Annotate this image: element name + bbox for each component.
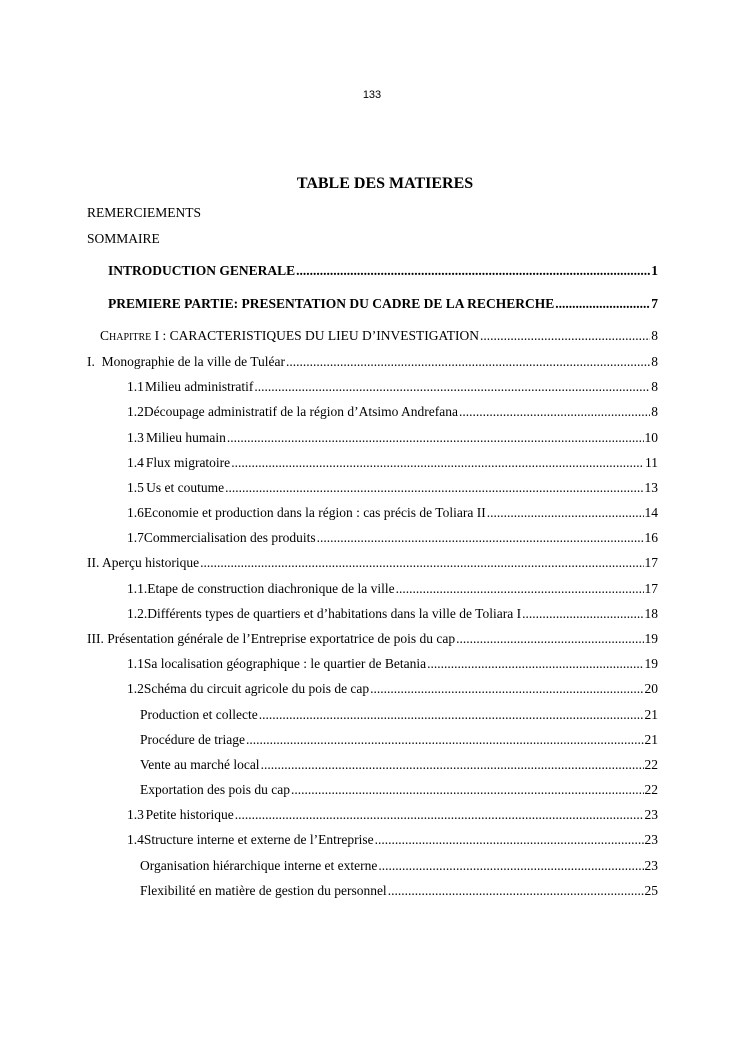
toc-entry-number: 1.6: [127, 505, 144, 520]
toc-entry-text: Flux migratoire: [145, 455, 231, 470]
toc-entry[interactable]: [127, 529, 658, 547]
toc-entry-number: 1.1: [127, 379, 144, 394]
toc-entry-text: III. Présentation générale de l’Entreprise exportatrice de pois du cap: [87, 631, 456, 646]
leader-dots: [235, 806, 644, 824]
toc-entry[interactable]: [127, 680, 658, 698]
toc-entry-number: 1.1.: [127, 581, 148, 596]
toc-entry-text: Flexibilité en matière de gestion du personnel: [140, 883, 387, 898]
toc-entry[interactable]: [140, 857, 658, 875]
toc-entry-number: 1.2: [127, 681, 144, 696]
toc-entry-text: Procédure de triage: [140, 732, 245, 747]
toc-entry[interactable]: [127, 403, 658, 421]
toc-entry-text: Structure interne et externe de l’Entreprise: [143, 832, 374, 847]
toc-entry-page: 13: [644, 480, 658, 495]
toc-entry-number: 1.5: [127, 480, 144, 495]
toc-entry-page: 8: [651, 328, 658, 343]
toc-entry-page: 17: [644, 555, 658, 570]
toc-entry[interactable]: [140, 731, 658, 749]
toc-entry-text: Etape de construction diachronique de la ville: [147, 581, 395, 596]
toc-entry-chapitre-1[interactable]: [100, 327, 658, 347]
toc-entry-text: INTRODUCTION GENERALE: [108, 263, 296, 278]
toc-entry-section-2[interactable]: [87, 554, 658, 572]
toc-entry-page: 16: [644, 530, 658, 545]
leader-dots: [388, 882, 644, 900]
toc-entry-page: 10: [644, 430, 658, 445]
toc-entry-page: 21: [644, 707, 658, 722]
toc-entry-page: 11: [645, 455, 658, 470]
toc-entry[interactable]: [127, 580, 658, 598]
toc-entry-text: CHAPITRE I : CARACTERISTIQUES DU LIEU D’INVESTIGATION: [100, 328, 479, 343]
leader-dots: [378, 857, 643, 875]
toc-entry-page: 25: [644, 883, 658, 898]
toc-entry-text: Milieu humain: [145, 430, 226, 445]
toc-entry-page: 20: [644, 681, 658, 696]
toc-entry-page: 17: [644, 581, 658, 596]
toc-entry[interactable]: [127, 605, 658, 623]
front-matter-remerciements: REMERCIEMENTS: [87, 205, 202, 220]
toc-entry[interactable]: [127, 479, 658, 497]
toc-entry-number: 1.3: [127, 430, 144, 445]
leader-dots: [456, 630, 643, 648]
toc-entry-page: 19: [644, 631, 658, 646]
toc-entry-text: Différents types de quartiers et d’habitations dans la ville de Toliara I: [147, 606, 522, 621]
toc-entry-text: Production et collecte: [140, 707, 258, 722]
leader-dots: [246, 731, 644, 749]
toc-entry-page: 8: [651, 379, 658, 394]
toc-entry-page: 23: [644, 858, 658, 873]
leader-dots: [259, 706, 644, 724]
toc-entry-text: Exportation des pois du cap: [140, 782, 290, 797]
toc-entry-number: 1.2.: [127, 606, 148, 621]
toc-entry-page: 22: [644, 782, 658, 797]
toc-entry[interactable]: [127, 378, 658, 396]
toc-entry-page: 8: [651, 354, 658, 369]
leader-dots: [487, 504, 644, 522]
toc-entry-text: Découpage administratif de la région d’Atsimo Andrefana: [143, 404, 459, 419]
leader-dots: [396, 580, 644, 598]
leader-dots: [427, 655, 643, 673]
leader-dots: [459, 403, 650, 421]
toc-entry-page: 23: [644, 832, 658, 847]
toc-entry-text: Vente au marché local: [140, 757, 260, 772]
toc-entry-section-3[interactable]: [87, 630, 658, 648]
toc-entry-page: 21: [644, 732, 658, 747]
toc-entry[interactable]: [140, 706, 658, 724]
toc-entry-text: Sa localisation géographique : le quartier de Betania: [143, 656, 427, 671]
leader-dots: [286, 353, 650, 371]
toc-entry[interactable]: [140, 882, 658, 900]
toc-entry-premiere-partie[interactable]: [108, 295, 658, 313]
toc-entry-text: I. Monographie de la ville de Tuléar: [87, 354, 285, 369]
toc-entry[interactable]: [140, 781, 658, 799]
toc-entry-page: 7: [651, 296, 658, 311]
leader-dots: [296, 262, 650, 280]
toc-entry-page: 1: [651, 263, 658, 278]
toc-entry-section-1[interactable]: [87, 353, 658, 371]
leader-dots: [227, 429, 644, 447]
toc-entry-number: 1.7: [127, 530, 144, 545]
toc-entry-text: II. Aperçu historique: [87, 555, 200, 570]
toc-entry[interactable]: [127, 504, 658, 522]
leader-dots: [522, 605, 643, 623]
leader-dots: [254, 378, 650, 396]
toc-entry-number: 1.3: [127, 807, 144, 822]
toc-entry-text: Commercialisation des produits: [143, 530, 316, 545]
toc-entry-text: PREMIERE PARTIE: PRESENTATION DU CADRE DE LA RECHERCHE: [108, 296, 555, 311]
toc-entry-page: 22: [644, 757, 658, 772]
leader-dots: [555, 295, 650, 313]
toc-entry-text: Economie et production dans la région : cas précis de Toliara II: [143, 505, 486, 520]
toc-entry[interactable]: [127, 429, 658, 447]
front-matter-sommaire: SOMMAIRE: [87, 231, 160, 246]
leader-dots: [375, 831, 644, 849]
toc-entry-introduction[interactable]: [108, 262, 658, 280]
toc-entry-page: 19: [644, 656, 658, 671]
leader-dots: [261, 756, 644, 774]
toc-entry-page: 23: [644, 807, 658, 822]
toc-entry[interactable]: [140, 756, 658, 774]
toc-entry[interactable]: [127, 454, 658, 472]
leader-dots: [231, 454, 644, 472]
toc-entry-number: 1.4: [127, 455, 144, 470]
toc-entry[interactable]: [127, 831, 658, 849]
toc-entry-number: 1.2: [127, 404, 144, 419]
toc-entry-number: 1.1: [127, 656, 144, 671]
toc-entry-text: Us et coutume: [146, 480, 225, 495]
leader-dots: [225, 479, 643, 497]
toc-entry-number: 1.4: [127, 832, 144, 847]
leader-dots: [480, 327, 650, 345]
leader-dots: [370, 680, 643, 698]
toc-entry-text: Schéma du circuit agricole du pois de cap: [143, 681, 370, 696]
toc-entry[interactable]: [127, 655, 658, 673]
toc-entry-text: Petite historique: [145, 807, 234, 822]
toc-entry[interactable]: [127, 806, 658, 824]
leader-dots: [291, 781, 644, 799]
leader-dots: [200, 554, 643, 572]
toc-title: TABLE DES MATIERES: [296, 175, 474, 192]
toc-entry-text: Milieu administratif: [145, 379, 254, 394]
toc-entry-page: 14: [644, 505, 658, 520]
leader-dots: [317, 529, 644, 547]
toc-entry-page: 8: [651, 404, 658, 419]
toc-entry-page: 18: [644, 606, 658, 621]
toc-entry-text: Organisation hiérarchique interne et externe: [140, 858, 378, 873]
page-number: 133: [362, 89, 382, 101]
